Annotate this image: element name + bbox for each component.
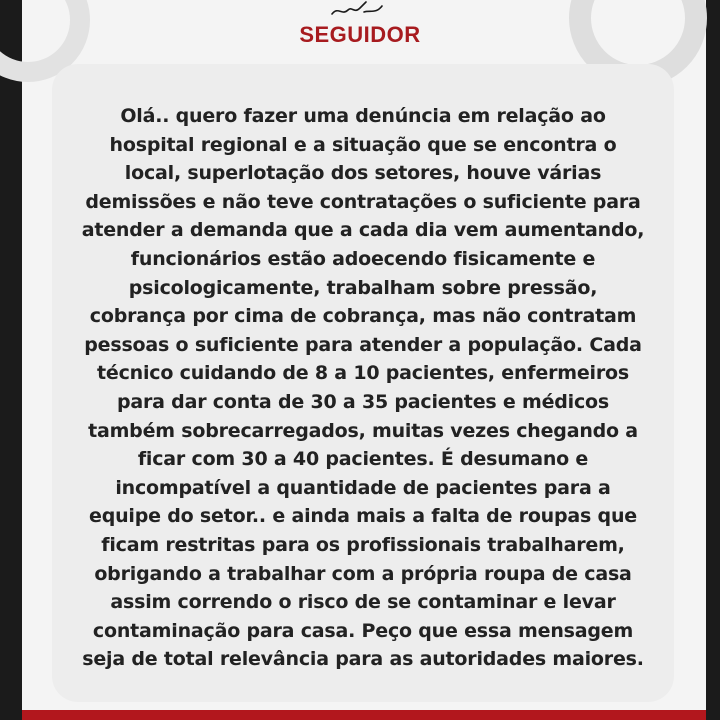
message-line: demissões e não teve contratações o suficiente para <box>85 190 641 213</box>
message-line: para dar conta de 30 a 35 pacientes e médicos <box>116 390 610 413</box>
message-line: seja de total relevância para as autoridades maiores. <box>82 648 644 671</box>
message-line: assim correndo o risco de se contaminar e levar <box>110 591 616 614</box>
message-line: obrigando a trabalhar com a própria roupa de casa <box>94 562 632 585</box>
message-line: psicologicamente, trabalham sobre pressão, <box>128 276 598 299</box>
message-line: ficam restritas para os profissionais trabalharem, <box>101 533 625 556</box>
message-line: pessoas o suficiente para atender a população. Cada <box>84 333 642 356</box>
message-line: cobrança por cima de cobrança, mas não contratam <box>89 305 637 328</box>
message-line: Olá.. quero fazer uma denúncia em relação ao <box>120 105 606 127</box>
message-line: funcionários estão adoecendo fisicamente e <box>130 247 596 270</box>
signature-icon <box>330 0 390 20</box>
message-line: também sobrecarregados, muitas vezes chegando a <box>88 419 638 442</box>
message-line: equipe do setor.. e ainda mais a falta de roupas que <box>89 505 637 528</box>
message-line: incompatível a quantidade de pacientes para a <box>115 476 611 499</box>
message-line: atender a demanda que a cada dia vem aumentando, <box>81 219 645 242</box>
message-line: local, superlotação dos setores, houve várias <box>124 162 602 185</box>
message-line: ficar com 30 a 40 pacientes. É desumano e <box>137 448 589 471</box>
message-text <box>52 102 674 674</box>
brand-name: SEGUIDOR <box>299 22 421 47</box>
message-line: hospital regional e a situação que se encontra o <box>109 133 617 156</box>
message-line: técnico cuidando de 8 a 10 pacientes, enfermeiros <box>97 362 629 385</box>
message-line: contaminação para casa. Peço que essa mensagem <box>92 619 634 642</box>
